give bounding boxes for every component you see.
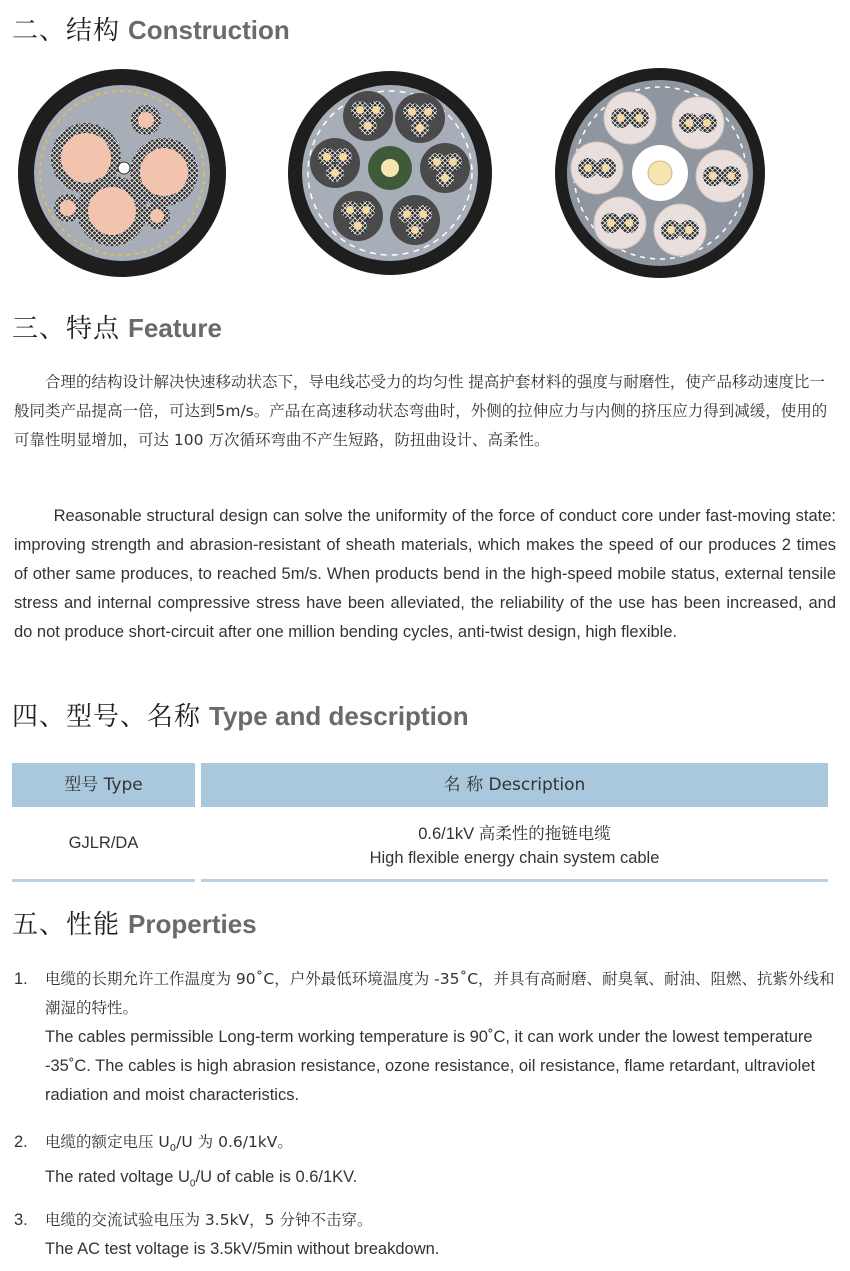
table-cell-type: GJLR/DA [68,834,139,852]
copper-core [60,200,76,216]
table-bottom-rule [12,879,195,882]
subscript: 0 [189,1178,196,1190]
text-fragment: /U of cable is 0.6/1KV. [195,1168,358,1187]
pair-group [654,204,706,256]
property-number: 3. [14,1211,28,1229]
pair-group [696,150,748,202]
property-text-cn: 电缆的交流试验电压为 3.5kV，5 分钟不击穿。 [45,1211,373,1229]
property-item-3 [14,1206,844,1264]
description-line-1: 0.6/1kV 高柔性的拖链电缆 [418,825,611,843]
subscript: 0 [169,1143,177,1155]
section-title-en: Properties [128,909,257,939]
cable-cross-section-1 [12,68,232,278]
section-title-en: Type and description [209,701,469,731]
table-bottom-rule [201,879,828,882]
description-line-2: High flexible energy chain system cable [369,849,660,867]
pair-group [594,197,646,249]
section-title-cn: 五、性能 [12,910,121,940]
section-title-type [12,700,469,733]
property-text-en: The cables permissible Long-term working temperature is 90˚C, it can work under the lowest temperature -35˚C. The cables is high abrasion resistance, ozone resistance, oil resistance, flame retardant, ultraviolet radiation and moist characteristics. [45,1028,816,1104]
center-core [648,161,672,185]
cable-cross-section-2 [280,68,500,278]
center-filler [118,162,130,174]
text-fragment: 电缆的额定电压 U [45,1133,170,1151]
copper-core [138,112,154,128]
section-title-en: Feature [128,313,222,343]
center-core [381,159,399,177]
text-fragment: /U 为 0.6/1kV。 [176,1133,293,1151]
feature-paragraph-en: Reasonable structural design can solve the uniformity of the force of conduct core under fast-moving state: improving strength and abrasion-resistant of sheath materials, which makes the speed of our produces 2 times of other same produces, to reached 5m/s. When products bend in the high-speed mobile status, external tensile stress and internal compressive stress have been alleviated, the reliability of the use has been increased, and do not produce short-circuit after one million bending cycles, anti-twist design, high flexible. [14,507,836,641]
section-title-construction [12,14,290,47]
pair-group [310,138,360,188]
pair-group [571,142,623,194]
table-header-type: 型号 Type [12,763,195,807]
pair-group [395,93,445,143]
section-title-en: Construction [128,15,290,45]
copper-core [88,187,136,235]
cable-cross-section-3 [550,68,770,278]
property-text-cn: 电缆的长期允许工作温度为 90˚C，户外最低环境温度为 -35˚C，并具有高耐磨、耐臭氧、耐油、阻燃、抗紫外线和潮湿的特性。 [45,970,835,1017]
section-title-cn: 二、结构 [12,16,121,46]
pair-group [333,191,383,241]
property-text-en: The AC test voltage is 3.5kV/5min without breakdown. [45,1240,440,1258]
pair-group [604,92,656,144]
pair-group [343,91,393,141]
property-number: 2. [14,1133,28,1151]
property-text-en [45,1163,844,1198]
copper-core [61,133,111,183]
feature-paragraph-cn: 合理的结构设计解决快速移动状态下，导电线芯受力的均匀性 提高护套材料的强度与耐磨性，使产品移动速度比一般同类产品提高一倍，可达到5m/s。产品在高速移动状态弯曲时，外侧的拉伸应力与内侧的挤压应力得到减缓，使用的可靠性明显增加，可达 100 万次循环弯曲不产生短路，防扭曲设计、高柔性。 [14,373,828,449]
text-fragment: The rated voltage U [45,1168,190,1187]
section-title-cn: 三、特点 [12,314,121,344]
section-title-properties [12,908,257,941]
section-title-cn: 四、型号、名称 [12,702,202,732]
copper-core [140,148,188,196]
section-title-feature [12,312,222,345]
pair-group [672,97,724,149]
property-text-cn [45,1128,844,1163]
pair-group [390,195,440,245]
pair-group [420,143,470,193]
table-header-description: 名 称 Description [201,763,828,807]
property-item-1 [14,965,844,1110]
property-item-2 [14,1128,844,1198]
property-number: 1. [14,970,28,988]
table-cell-description [201,822,828,870]
copper-core [150,209,164,223]
